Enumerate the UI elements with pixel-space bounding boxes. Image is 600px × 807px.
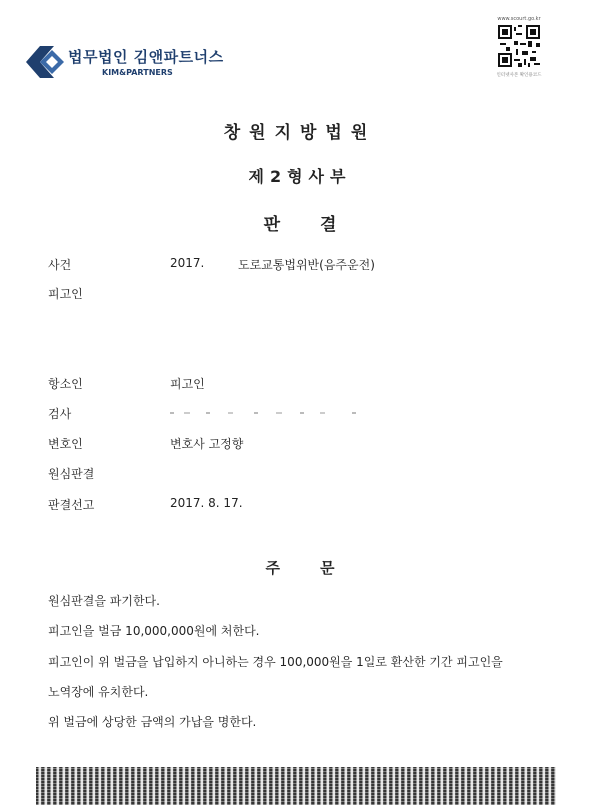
firm-logo: [22, 42, 224, 82]
qr-url-text: www.scourt.go.kr: [497, 16, 541, 22]
order-section-title: 주문: [265, 559, 375, 577]
order-line: 원심판결을 파기한다.: [48, 594, 160, 608]
field-defendant: [48, 285, 568, 305]
redacted-prosecutor-name: [170, 411, 360, 415]
order-line: 노역장에 유치한다.: [48, 685, 149, 699]
field-sentencing-date: [48, 496, 568, 516]
firm-logo-mark-icon: [22, 42, 66, 82]
field-case-label: 사건: [48, 258, 72, 272]
case-name: 도로교통법위반(음주운전): [238, 258, 375, 272]
court-division: 제2형사부: [248, 167, 352, 186]
field-sentencing-date-label: 판결선고: [48, 498, 95, 512]
field-case: [48, 256, 568, 276]
order-line: 위 벌금에 상당한 금액의 가납을 명한다.: [48, 715, 257, 729]
qr-caption: 인터넷사본 확인용코드: [496, 73, 542, 78]
appellant-value: 피고인: [170, 377, 205, 391]
firm-name-korean: 법무법인 김앤파트너스: [68, 48, 224, 66]
field-counsel: [48, 435, 568, 455]
qr-code-icon: [498, 24, 540, 68]
field-appellant: [48, 375, 568, 395]
case-number: 2017.: [170, 256, 205, 270]
field-original-judgment-label: 원심판결: [48, 467, 95, 481]
field-prosecutor-label: 검사: [48, 407, 72, 421]
field-prosecutor: [48, 405, 568, 425]
sentencing-date-value: 2017. 8. 17.: [170, 496, 243, 510]
field-original-judgment: [48, 465, 568, 485]
field-defendant-label: 피고인: [48, 287, 83, 301]
order-line: 피고인을 벌금 10,000,000원에 처한다.: [48, 624, 260, 638]
security-pattern-overlay: [36, 767, 556, 805]
document-type: 판결: [263, 215, 377, 235]
firm-name-english: KIM&PARTNERS: [102, 68, 173, 77]
order-line: 피고인이 위 벌금을 납입하지 아니하는 경우 100,000원을 1일로 환산한 기간 피고인을: [48, 655, 503, 669]
field-counsel-label: 변호인: [48, 437, 83, 451]
field-appellant-label: 항소인: [48, 377, 83, 391]
verification-qr-block: [496, 16, 542, 80]
counsel-value: 변호사 고정향: [170, 437, 244, 451]
court-name: 창원지방법원: [223, 123, 377, 143]
